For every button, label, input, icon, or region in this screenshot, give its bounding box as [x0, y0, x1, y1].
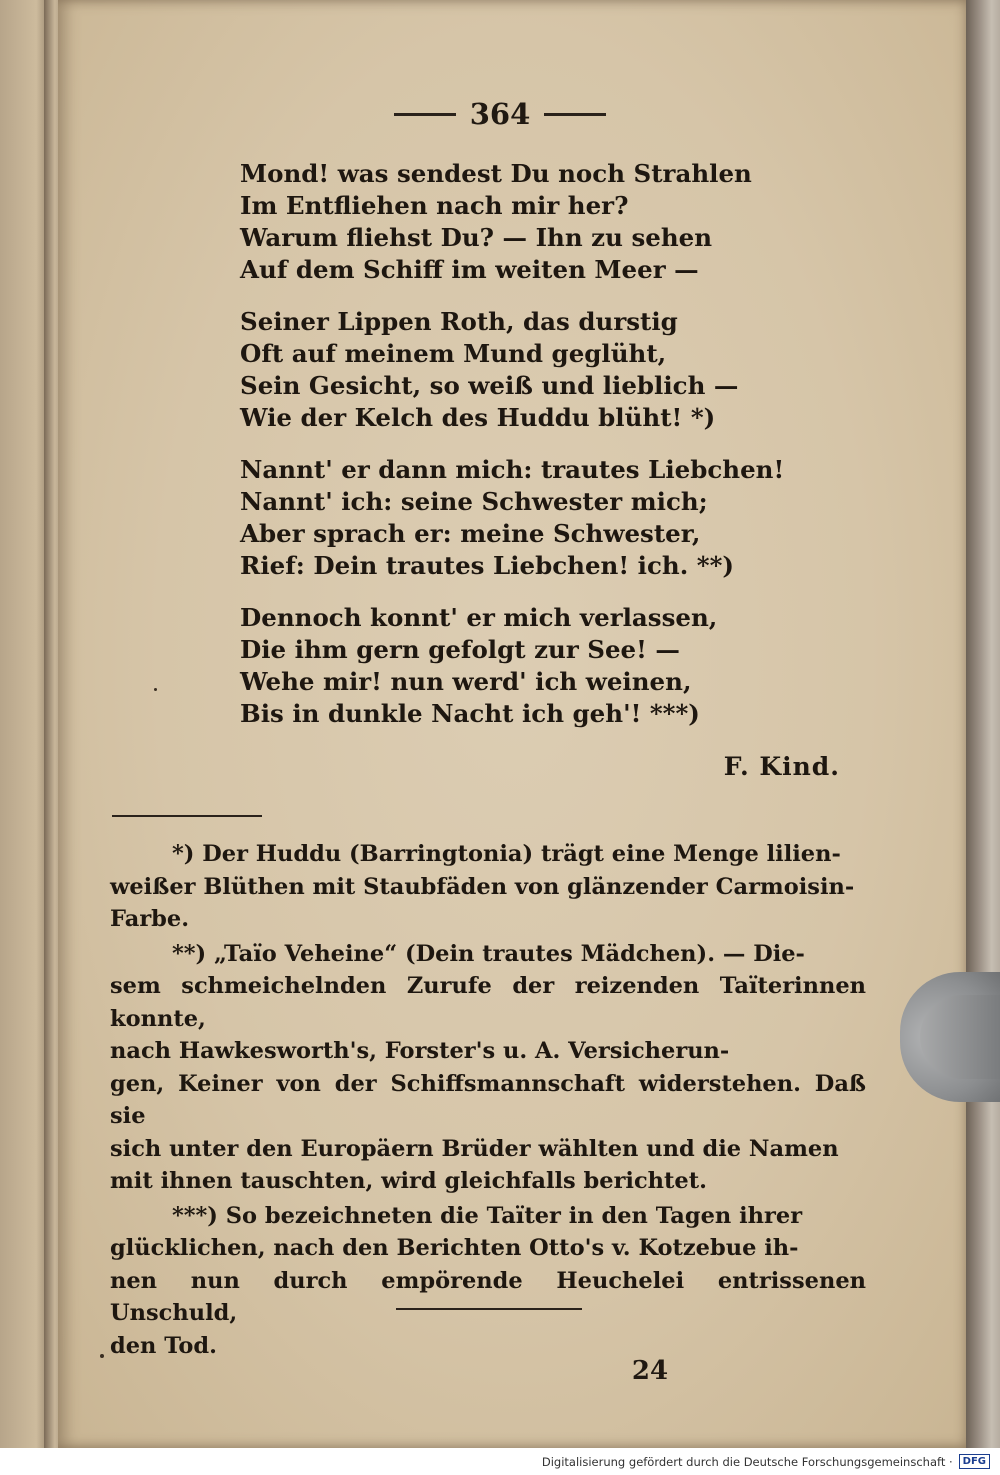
footnote-line: mit ihnen tauschten, wird gleichfalls berichtet.	[110, 1168, 707, 1194]
poem-author: F. Kind.	[723, 752, 840, 781]
header-rule-right	[544, 113, 606, 116]
footer-credit: Digitalisierung gefördert durch die Deutsche Forschungsgemeinschaft ·	[541, 1454, 953, 1469]
poem-line: Sein Gesicht, so weiß und lieblich —	[240, 371, 739, 400]
poem-stanza	[240, 306, 840, 434]
poem-line: Aber sprach er: meine Schwester,	[240, 519, 701, 548]
footnote-line: nach Hawkesworth's, Forster's u. A. Versicherun-	[110, 1038, 730, 1064]
footnote-line: **) „Taïo Veheine“ (Dein trautes Mädchen). — Die-	[172, 940, 805, 967]
footnote-line: den Tod.	[110, 1332, 217, 1359]
footnote-line: *) Der Huddu (Barringtonia) trägt eine Menge lilien-	[172, 841, 841, 867]
ink-speck	[100, 1354, 104, 1358]
poem-line: Wie der Kelch des Huddu blüht! *)	[240, 403, 716, 432]
footnote	[110, 938, 866, 1198]
header-rule-left	[394, 113, 456, 116]
end-rule	[396, 1308, 582, 1310]
poem-line: Wehe mir! nun werd' ich weinen,	[240, 667, 692, 696]
footnote-line: gen, Keiner von der Schiffsmannschaft widerstehen. Daß sie	[110, 1070, 866, 1129]
page-number: 364	[469, 97, 531, 131]
poem-line: Die ihm gern gefolgt zur See! —	[240, 635, 680, 664]
poem-line: Nannt' er dann mich: trautes Liebchen!	[240, 455, 785, 484]
footnote-line: glücklichen, nach den Berichten Otto's v. Kotzebue ih-	[110, 1235, 799, 1261]
poem-line: Mond! was sendest Du noch Strahlen	[240, 159, 752, 188]
signature-mark: 24	[631, 1356, 669, 1386]
footnote	[110, 838, 866, 936]
poem-stanza	[240, 454, 840, 582]
ink-speck	[154, 688, 157, 691]
poem-line: Oft auf meinem Mund geglüht,	[240, 339, 667, 368]
page-clip-inner	[920, 995, 1000, 1079]
poem	[240, 158, 840, 750]
poem-line: Auf dem Schiff im weiten Meer —	[240, 255, 699, 284]
poem-line: Nannt' ich: seine Schwester mich;	[240, 487, 708, 516]
page-header	[380, 94, 620, 134]
footnote-line: sich unter den Europäern Brüder wählten und die Namen	[110, 1135, 839, 1162]
footnote-line: Farbe.	[110, 906, 190, 932]
footnote	[110, 1200, 866, 1363]
poem-stanza	[240, 158, 840, 286]
poem-stanza	[240, 602, 840, 730]
poem-line: Im Entfliehen nach mir her?	[240, 191, 629, 220]
right-page-edge	[966, 0, 1000, 1448]
digitization-footer	[0, 1448, 1000, 1475]
footnote-line: nen nun durch empörende Heuchelei entrissenen Unschuld,	[110, 1267, 866, 1326]
poem-line: Dennoch konnt' er mich verlassen,	[240, 603, 718, 632]
dfg-logo-icon: DFG	[959, 1454, 990, 1469]
poem-line: Bis in dunkle Nacht ich geh'! ***)	[240, 699, 700, 728]
poem-line: Warum fliehst Du? — Ihn zu sehen	[240, 223, 713, 252]
poem-line: Rief: Dein trautes Liebchen! ich. **)	[240, 551, 734, 580]
footnotes	[110, 838, 866, 1364]
footnote-separator	[112, 815, 262, 817]
footnote-line: weißer Blüthen mit Staubfäden von glänzender Carmoisin-	[110, 873, 855, 900]
poem-line: Seiner Lippen Roth, das durstig	[240, 307, 678, 336]
footnote-line: ***) So bezeichneten die Taïter in den Tagen ihrer	[172, 1202, 803, 1229]
footnote-line: sem schmeichelnden Zurufe der reizenden Taïterinnen konnte,	[110, 973, 866, 1032]
